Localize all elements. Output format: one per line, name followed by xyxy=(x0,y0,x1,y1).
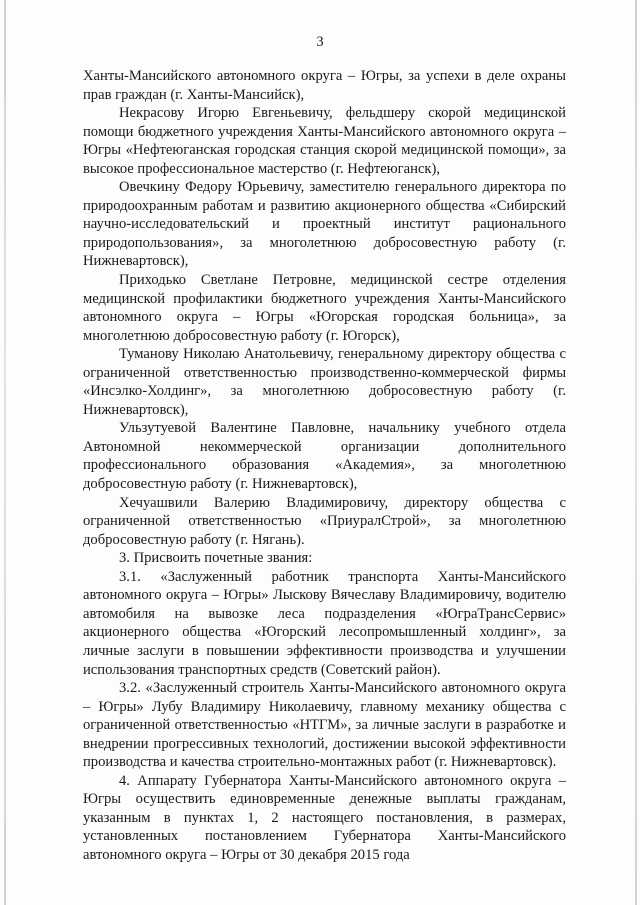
paragraph: Туманову Николаю Анатольевичу, генеральному директору общества с ограниченной ответственностью производственно-коммерческой фирмы «Инсэлко-Холдинг», за многолетнюю добросовестную работу (г. Нижневартовск), xyxy=(83,346,566,418)
page-number: 3 xyxy=(316,34,324,50)
paragraph: Приходько Светлане Петровне, медицинской сестре отделения медицинской профилактики бюджетного учреждения Ханты-Мансийского автономного округа – Югры «Югорская городская больница», за многолетнюю добросовестную работу (г. Югорск), xyxy=(83,272,566,344)
paragraph: 3.1. «Заслуженный работник транспорта Ханты-Мансийского автономного округа – Югры» Лыскову Вячеславу Владимировичу, водителю автомобиля на вывозке леса подразделения «ЮграТрансСервис» акционерного общества «Югорский лесопромышленный холдинг», за личные заслуги в повышении эффективности производства и улучшении использования транспортных средств (Советский район). xyxy=(83,568,566,678)
document-body xyxy=(83,67,566,865)
scan-edge-left xyxy=(4,0,6,905)
paragraph: Ханты-Мансийского автономного округа – Югры, за успехи в деле охраны прав граждан (г. Ханты-Мансийск), xyxy=(83,68,566,103)
section-heading: 3. Присвоить почетные звания: xyxy=(119,550,313,567)
paragraph: 3.2. «Заслуженный строитель Ханты-Мансийского автономного округа – Югры» Лубу Владимиру Николаевичу, главному механику общества с ограниченной ответственностью «НТГМ», за личные заслуги в разработке и внедрении прогрессивных технологий, достижении высокой эффективности производства и качества строительно-монтажных работ (г. Нижневартовск). xyxy=(83,680,566,771)
scan-edge-right xyxy=(635,0,637,905)
paragraph: Ульзутуевой Валентине Павловне, начальнику учебного отдела Автономной некоммерческой организации дополнительного профессионального образования «Академия», за многолетнюю добросовестную работу (г. Нижневартовск), xyxy=(83,420,566,493)
paragraph: Хечуашвили Валерию Владимировичу, директору общества с ограниченной ответственностью «ПриуралСтрой», за многолетнюю добросовестную работу (г. Нягань). xyxy=(83,494,566,548)
paragraph: Овечкину Федору Юрьевичу, заместителю генерального директора по природоохранным работам и развитию акционерного общества «Сибирский научно-исследовательский и проектный институт рационального природопользования», за многолетнюю добросовестную работу (г. Нижневартовск), xyxy=(83,179,566,270)
paragraph: Некрасову Игорю Евгеньевичу, фельдшеру скорой медицинской помощи бюджетного учреждения Ханты-Мансийского автономного округа – Югры «Нефтеюганская городская станция скорой медицинской помощи», за высокое профессиональное мастерство (г. Нефтеюганск), xyxy=(83,105,566,177)
paragraph: 4. Аппарату Губернатора Ханты-Мансийского автономного округа – Югры осуществить единовременные денежные выплаты гражданам, указанным в пунктах 1, 2 настоящего постановления, в размерах, установленных постановлением Губернатора Ханты-Мансийского автономного округа – Югры от 30 декабря 2015 года xyxy=(83,772,566,863)
